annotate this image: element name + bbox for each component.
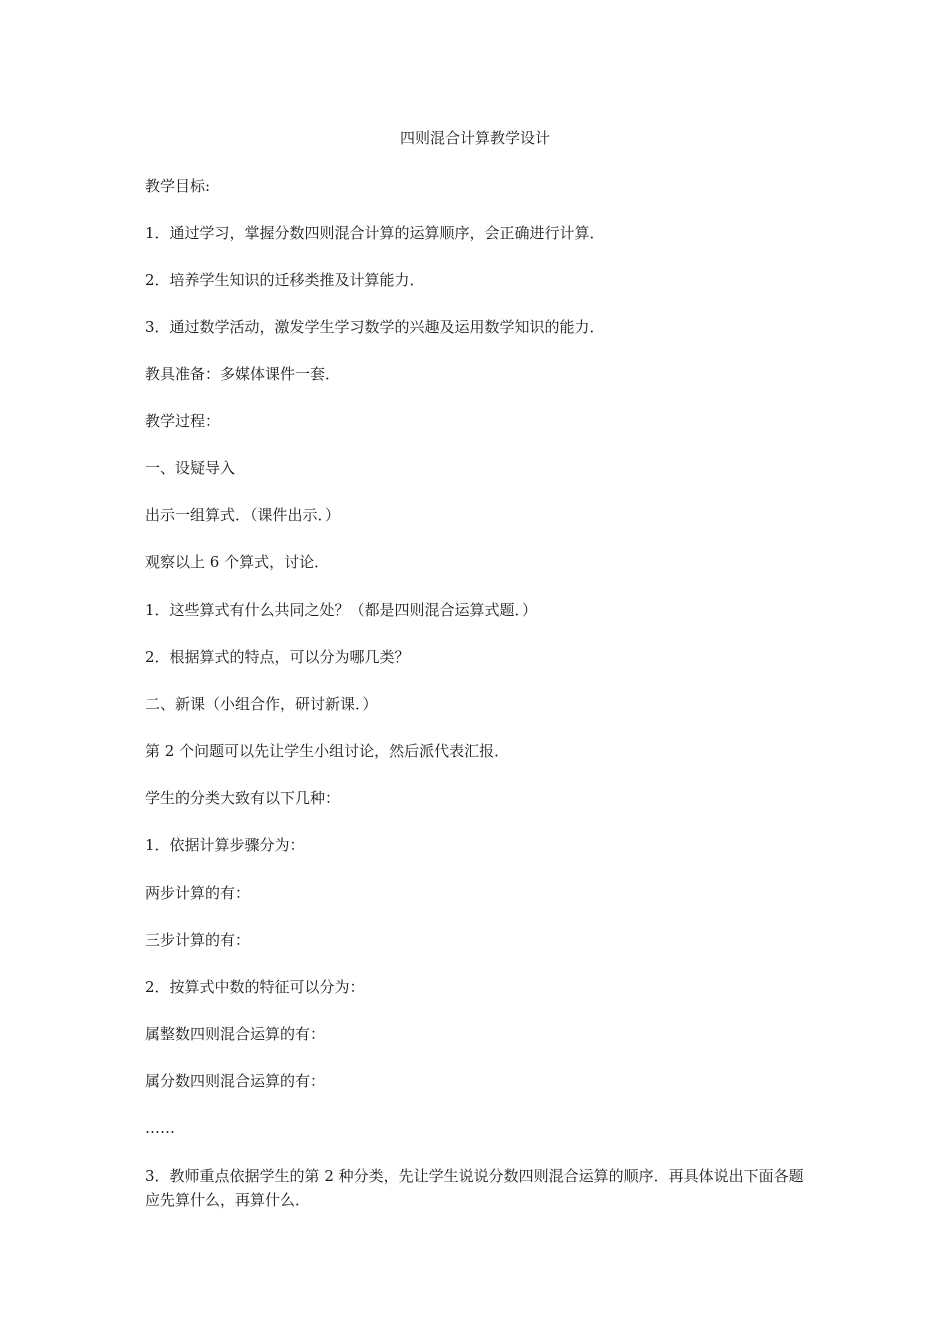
paragraph-classification-intro: 学生的分类大致有以下几种： xyxy=(145,789,341,807)
paragraph-fraction-mixed: 属分数四则混合运算的有： xyxy=(145,1072,326,1090)
paragraph-teaching-tools: 教具准备：多媒体课件一套． xyxy=(145,365,341,383)
document-title: 四则混合计算教学设计 xyxy=(399,129,550,147)
paragraph-section-1: 一、设疑导入 xyxy=(145,459,236,477)
paragraph-question-1: 1．这些算式有什么共同之处？（都是四则混合运算式题．） xyxy=(145,601,538,619)
paragraph-ellipsis: …… xyxy=(145,1119,175,1137)
paragraph-teaching-goals: 教学目标: xyxy=(145,177,211,195)
paragraph-two-step: 两步计算的有： xyxy=(145,884,251,902)
paragraph-goal-3: 3．通过数学活动，激发学生学习数学的兴趣及运用数学知识的能力． xyxy=(145,318,605,336)
paragraph-teaching-process: 教学过程： xyxy=(145,412,221,430)
paragraph-section-2: 二、新课（小组合作，研讨新课．） xyxy=(145,695,378,713)
paragraph-integer-mixed: 属整数四则混合运算的有： xyxy=(145,1025,326,1043)
paragraph-group-discussion: 第 2 个问题可以先让学生小组讨论，然后派代表汇报． xyxy=(145,742,510,760)
paragraph-classification-2: 2．按算式中数的特征可以分为： xyxy=(145,978,365,996)
paragraph-goal-1: 1．通过学习，掌握分数四则混合计算的运算顺序，会正确进行计算． xyxy=(145,224,605,242)
paragraph-three-step: 三步计算的有： xyxy=(145,931,251,949)
paragraph-question-2: 2．根据算式的特点，可以分为哪几类？ xyxy=(145,648,410,666)
paragraph-goal-2: 2．培养学生知识的迁移类推及计算能力． xyxy=(145,271,425,289)
paragraph-step-3: 3．教师重点依据学生的第 2 种分类，先让学生说说分数四则混合运算的顺序．再具体说出下面各题应先算什么，再算什么． xyxy=(145,1167,804,1209)
paragraph-show-formulas: 出示一组算式．（课件出示．） xyxy=(145,506,341,524)
paragraph-observe: 观察以上 6 个算式，讨论． xyxy=(145,553,330,571)
paragraph-classification-1: 1．依据计算步骤分为： xyxy=(145,836,305,854)
